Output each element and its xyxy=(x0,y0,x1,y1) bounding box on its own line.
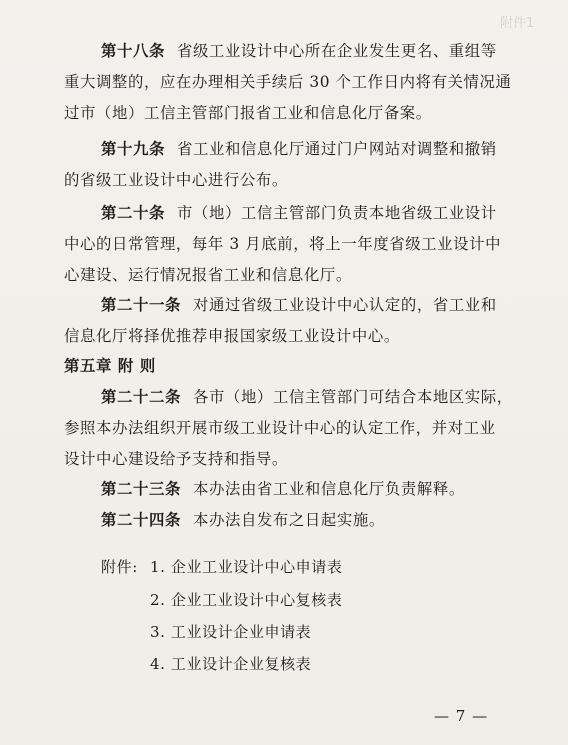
article-24-heading: 第二十四条 xyxy=(101,511,181,529)
article-21-line-1: 第二十一条 对通过省级工业设计中心认定的，省工业和 xyxy=(101,296,497,314)
attachment-item-3: 3. 工业设计企业申请表 xyxy=(150,623,312,641)
attachments-label: 附件: xyxy=(101,558,138,576)
article-21-line-2: 信息化厅将择优推荐申报国家级工业设计中心。 xyxy=(64,327,400,345)
chapter-5-heading: 第五章 附 则 xyxy=(64,357,156,375)
attachment-item-2: 2. 企业工业设计中心复核表 xyxy=(150,591,343,609)
article-19-heading: 第十九条 xyxy=(101,140,165,158)
article-19-line-2: 的省级工业设计中心进行公布。 xyxy=(64,171,288,189)
article-18-line-1: 第十八条 省级工业设计中心所在企业发生更名、重组等 xyxy=(101,42,497,60)
article-20-heading: 第二十条 xyxy=(101,204,165,222)
article-18-line-2: 重大调整的，应在办理相关手续后 30 个工作日内将有关情况通 xyxy=(64,73,512,91)
bleed-through-text: 附件1 xyxy=(500,16,535,31)
article-23-heading: 第二十三条 xyxy=(101,480,181,498)
article-24-line-1: 第二十四条 本办法自发布之日起实施。 xyxy=(101,511,385,529)
article-23-line-1: 第二十三条 本办法由省工业和信息化厅负责解释。 xyxy=(101,480,465,498)
article-20-line-2: 中心的日常管理，每年 3 月底前，将上一年度省级工业设计中 xyxy=(64,235,502,253)
article-22-line-2: 参照本办法组织开展市级工业设计中心的认定工作，并对工业 xyxy=(64,419,496,437)
article-22-line-1: 第二十二条 各市（地）工信主管部门可结合本地区实际， xyxy=(101,388,513,406)
article-20-line-3: 心建设、运行情况报省工业和信息化厅。 xyxy=(64,266,352,284)
article-22-line-3: 设计中心建设给予支持和指导。 xyxy=(64,450,288,468)
article-18-heading: 第十八条 xyxy=(101,42,165,60)
page-number: — 7 — xyxy=(434,707,489,725)
article-21-heading: 第二十一条 xyxy=(101,296,181,314)
article-19-line-1: 第十九条 省工业和信息化厅通过门户网站对调整和撤销 xyxy=(101,140,497,158)
article-18-line-3: 过市（地）工信主管部门报省工业和信息化厅备案。 xyxy=(64,104,432,122)
article-22-heading: 第二十二条 xyxy=(101,388,181,406)
article-20-line-1: 第二十条 市（地）工信主管部门负责本地省级工业设计 xyxy=(101,204,497,222)
attachment-item-4: 4. 工业设计企业复核表 xyxy=(150,655,312,673)
attachment-item-1: 1. 企业工业设计中心申请表 xyxy=(150,558,343,576)
